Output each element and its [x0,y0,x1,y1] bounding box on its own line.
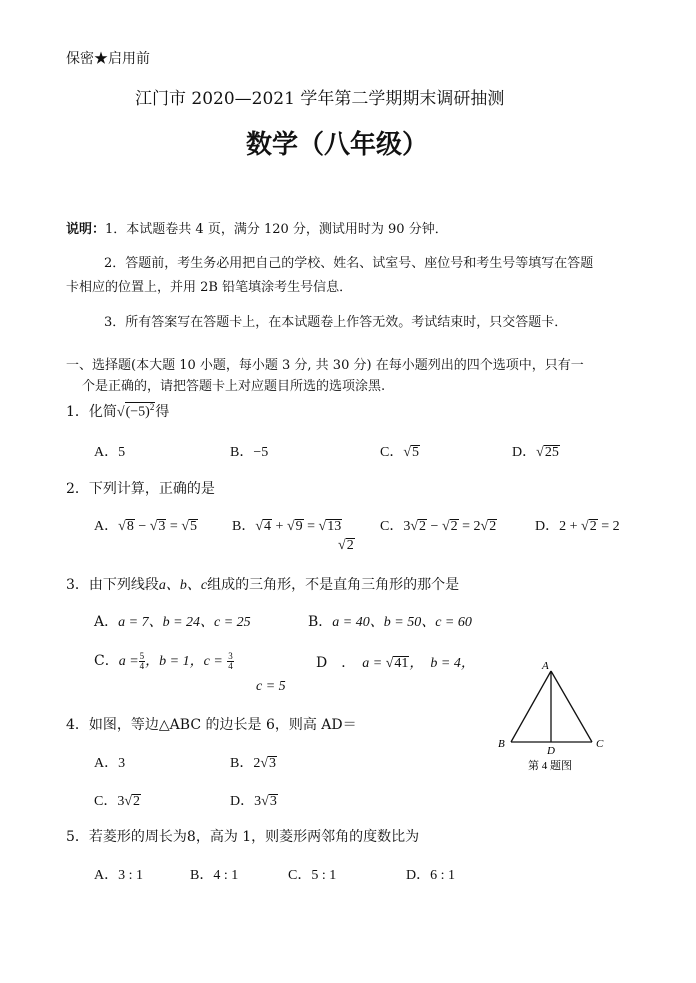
q3-option-b: B．a = 40、b = 50、c = 60 [308,614,472,630]
question-4-stem: 4．如图，等边△ABC 的边长是 6，则高 AD＝ [66,717,357,733]
q2-option-b: B．√4 + √9 = √13 [232,519,342,534]
vertex-b-label: B [498,738,505,750]
side-ac [551,671,592,742]
side-ab [511,671,551,742]
q2-wrapped-radical: √2 [338,538,354,553]
note-3: 3．所有答案写在答题卡上，在本试题卷上作答无效。考试结束时，只交答题卡． [104,315,568,330]
note-2-line2: 卡相应的位置上，并用 2B 铅笔填涂考生号信息． [66,280,353,295]
note-1-text: 1．本试题卷共 4 页，满分 120 分，测试用时为 90 分钟． [105,222,448,237]
q1-radicand: $(-5)^2$ [125,402,155,420]
q2-option-a: A．√8 − √3 = √5 [94,519,197,534]
q2-option-d: D．2 + √2 = 2 [535,519,620,534]
vertex-c-label: C [596,738,604,750]
q1-option-b: B．−5 [230,445,269,460]
q4-option-d: D．3√3 [230,794,277,809]
q2-option-c: C．3√2 − √2 = 2√2 [380,519,497,534]
q5-option-a: A．3 : 1 [94,868,143,883]
vertex-a-label: A [542,660,549,672]
section-1-line2: 个是正确的，请把答题卡上对应题目所选的选项涂黑. [82,379,386,394]
q5-option-b: B．4 : 1 [190,868,239,883]
question-3-stem: 3．由下列线段a、b、c组成的三角形，不是直角三角形的那个是 [66,577,460,593]
question-2-stem: 2．下列计算，正确的是 [66,481,215,497]
exam-title: 江门市 2020—2021 学年第二学期期末调研抽测 [135,89,505,109]
q5-option-c: C．5 : 1 [288,868,337,883]
q4-option-a: A．3 [94,756,126,771]
note-2-line1: 2．答题前，考生务必用把自己的学校、姓名、试室号、座位号和考生号等填写在答题 [104,256,594,271]
q1-suffix: 得 [155,404,170,420]
q1-option-d: D．√25 [512,445,559,460]
q3-option-c: C．a = $\frac{5}{4}$ ，b = 1，c = $\frac{3}{4}$ [94,650,233,671]
q1-prefix: 1．化简 [66,404,117,420]
q3-option-d-wrap: c = 5 [256,679,286,694]
q1-option-c: C．√5 [380,445,420,460]
note-label: 说明： [66,222,106,237]
q1-option-a: A．5 [94,445,126,460]
q4-option-c: C．3√2 [94,794,141,809]
question-5-stem: 5．若菱形的周长为8，高为 1，则菱形两邻角的度数比为 [66,829,420,845]
q4-option-b: B．2√3 [230,756,277,771]
confidential-label: 保密★启用前 [66,51,150,67]
q3-option-d: D ． a = √41， b = 4， [316,655,475,671]
question-1-stem: 1．化简$√(-5)^2$得 [66,402,170,420]
point-d-label: D [547,745,555,757]
triangle-figure [492,655,612,775]
subject-title: 数学（八年级） [246,130,429,160]
figure-caption: 第 4 题图 [528,760,572,772]
note-1 [66,218,448,237]
section-1-line1: 一、选择题(本大题 10 小题，每小题 3 分, 共 30 分) 在每小题列出的四个选项中，只有一 [66,358,584,373]
q3-option-a: A．a = 7、b = 24、c = 25 [94,614,251,630]
q5-option-d: D．6 : 1 [406,868,455,883]
